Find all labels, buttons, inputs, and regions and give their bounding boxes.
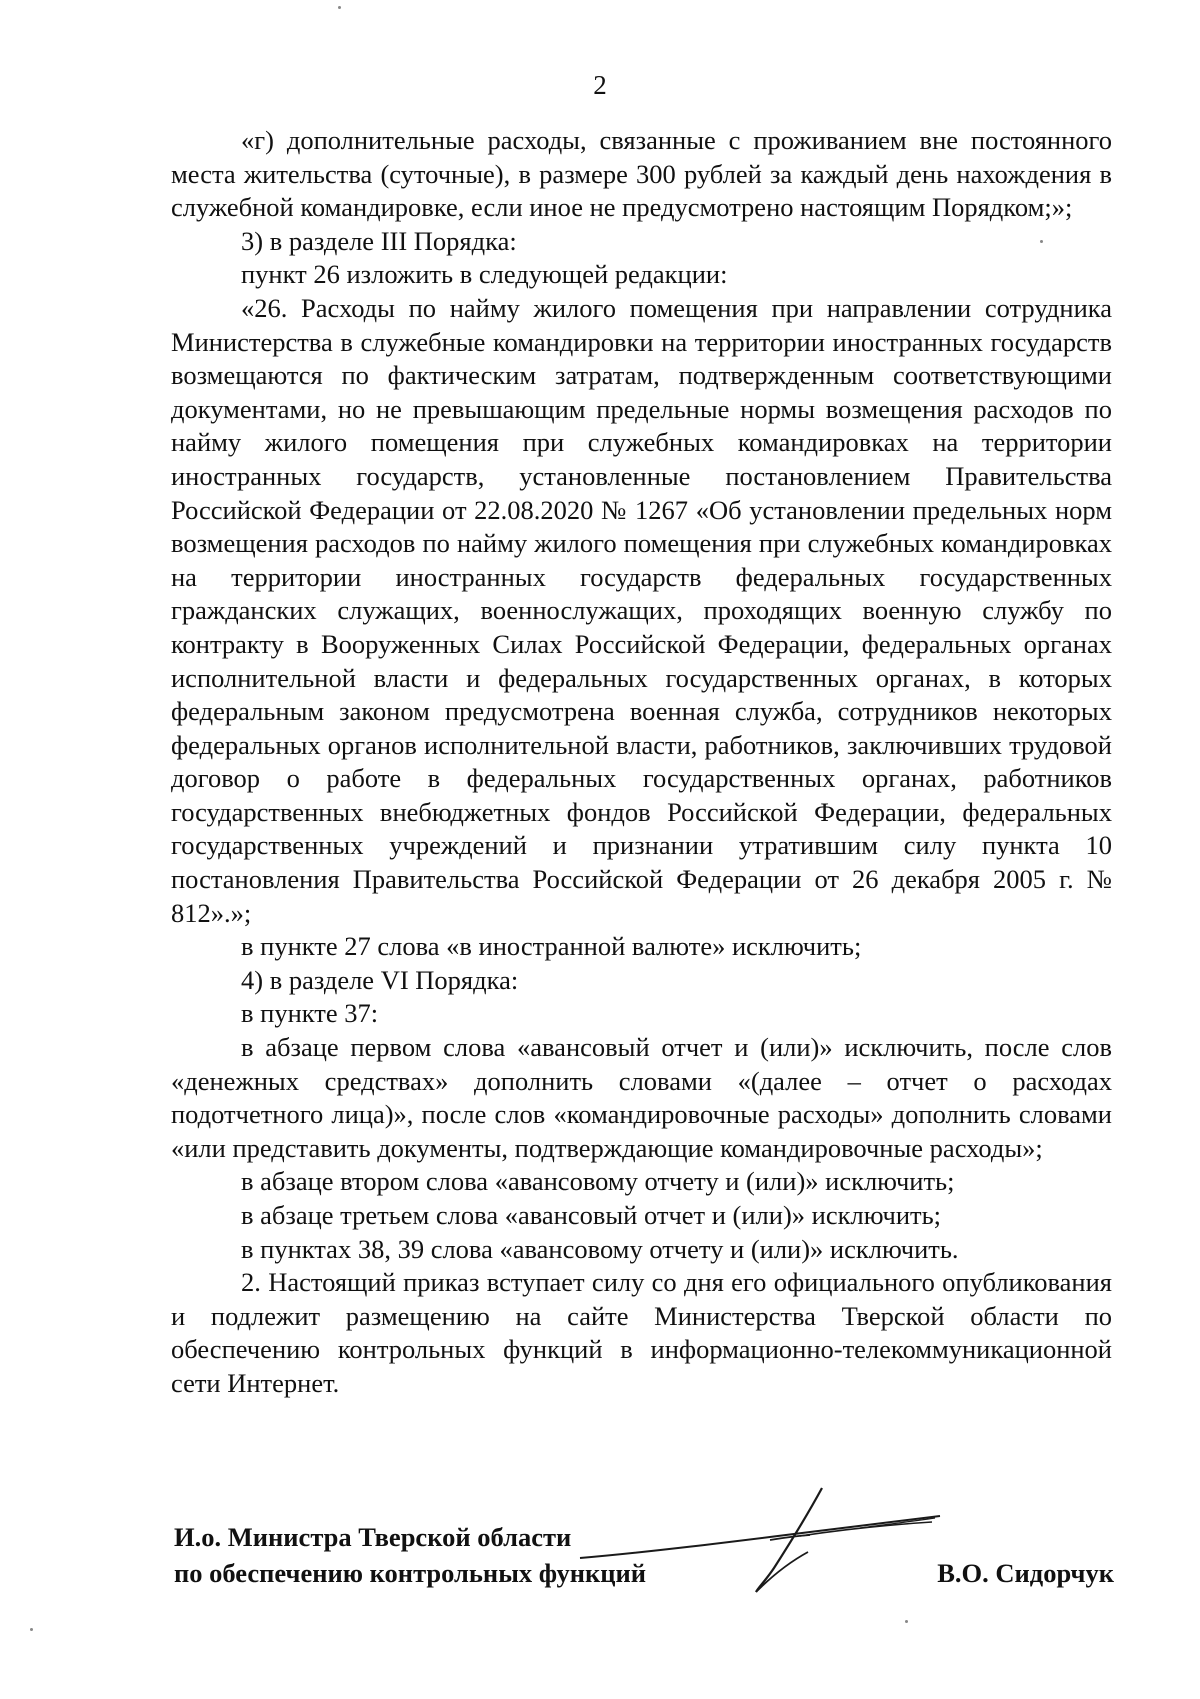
paragraph-point-27: в пункте 27 слова «в иностранной валюте» исключить;: [241, 931, 862, 962]
paragraph-order-2: 2. Настоящий приказ вступает силу со дня его официального опубликования и подлежит размещению на сайте Министерства Тверской области по обеспечению контрольных функций в информационно-телекоммуникационной сети Интернет.: [171, 1267, 1112, 1398]
paragraph-abzac-2: в абзаце втором слова «авансовому отчету и (или)» исключить;: [241, 1166, 955, 1197]
paragraph-points-38-39: в пунктах 38, 39 слова «авансовому отчету и (или)» исключить.: [241, 1233, 959, 1264]
paragraph-section-4: 4) в разделе VI Порядка:: [241, 964, 519, 995]
paragraph-point-26-text: «26. Расходы по найму жилого помещения при направлении сотрудника Министерства в служебные командировки на территории иностранных государств возмещаются по фактическим затратам, подтвержденным соответствующими документами, но не превышающим предельные нормы возмещения расходов по найму жилого помещения при служебных командировках на территории иностранных государств, установленные постановлением Правительства Российской Федерации от 22.08.2020 № 1267 «Об установлении предельных норм возмещения расходов по найму жилого помещения при служебных командировках на территории иностранных государств федеральных государственных гражданских служащих, военнослужащих, проходящих военную службу по контракту в Вооруженных Силах Российской Федерации, федеральных органах исполнительной власти и федеральных государственных органах, в которых федеральным законом предусмотрена военная служба, сотрудников некоторых федеральных органов исполнительной власти, работников, заключивших трудовой договор о работе в федеральных государственных органах, работников государственных внебюджетных фондов Российской Федерации, федеральных государственных учреждений и признании утратившим силу пункта 10 постановления Правительства Российской Федерации от 26 декабря 2005 г. № 812».»;: [171, 292, 1112, 928]
paragraph-section-3: 3) в разделе III Порядка:: [241, 225, 517, 256]
document-body: [171, 124, 1112, 1401]
page-number: 2: [593, 70, 607, 100]
signatory-name: В.О. Сидорчук: [937, 1558, 1114, 1588]
paragraph-point-37: в пункте 37:: [241, 998, 379, 1029]
signatory-title: [174, 1519, 646, 1591]
paragraph-abzac-1: в абзаце первом слова «авансовый отчет и (или)» исключить, после слов «денежных средствах» дополнить словами «(далее – отчет о расходах подотчетного лица)», после слов «командировочные расходы» дополнить словами «или представить документы, подтверждающие командировочные расходы»;: [171, 1032, 1112, 1163]
signature-block: [174, 1519, 1114, 1609]
scan-speck: [905, 1620, 908, 1623]
paragraph-abzac-3: в абзаце третьем слова «авансовый отчет и (или)» исключить;: [241, 1200, 942, 1230]
paragraph-item-g: «г) дополнительные расходы, связанные с проживанием вне постоянного места жительства (суточные), в размере 300 рублей за каждый день нахождения в служебной командировке, если иное не предусмотрено настоящим Порядком;»;: [171, 125, 1112, 223]
scan-speck: [1040, 240, 1043, 243]
scan-speck: [338, 6, 341, 9]
signatory-title-line-1: И.о. Министра Тверской области: [174, 1522, 572, 1552]
scan-speck: [30, 1628, 33, 1631]
paragraph-point-26-intro: пункт 26 изложить в следующей редакции:: [241, 259, 728, 290]
signatory-title-line-2: по обеспечению контрольных функций: [174, 1558, 647, 1588]
